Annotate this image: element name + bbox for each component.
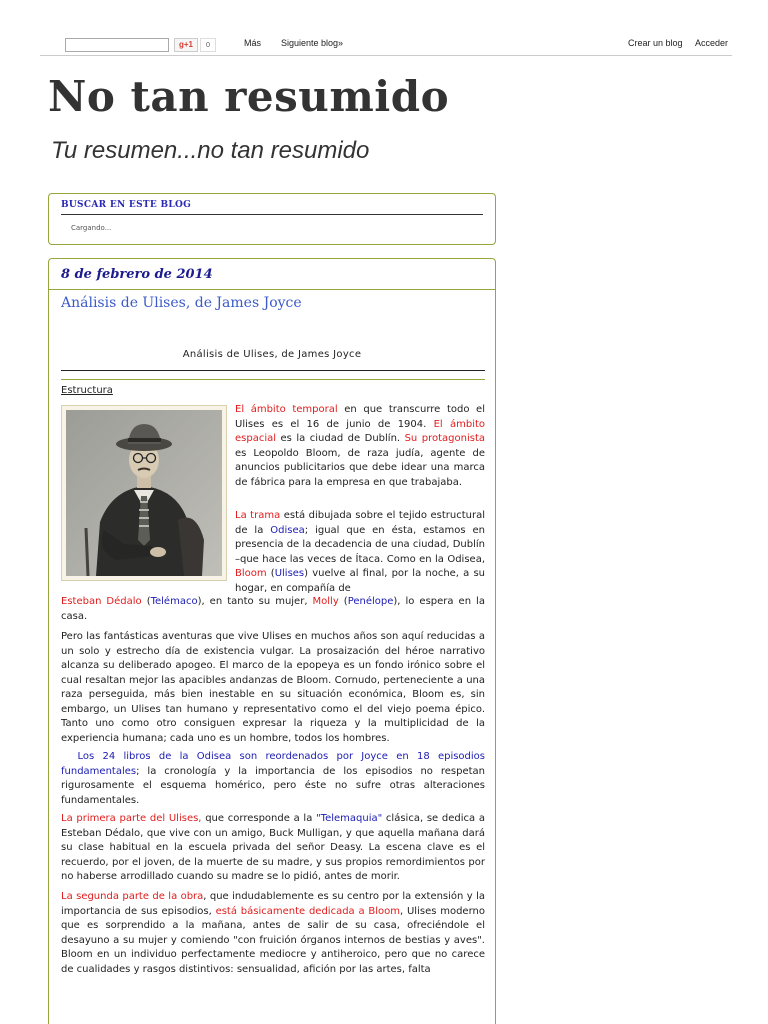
create-blog-link[interactable]: Crear un blog <box>628 38 683 48</box>
text-span: ), en tanto su mujer, <box>197 596 313 607</box>
highlight-text: Ulises <box>274 568 305 579</box>
more-link[interactable]: Más <box>244 38 262 48</box>
text-span: , Ulises moderno que es sorprendido a la mañana, antes de salir de su casa, ofreciéndole el desayuno a su mujer y comiendo "con fruición órganos internos de bestias y aves". Bloom en un individuo perfectamente mediocre y antiheroico, pero que no carece de cualidades y rasgos distintivos: sensualidad, afición por las artes, falta <box>61 905 485 975</box>
highlight-text: Los 24 libros de la Odisea son reordenados por Joyce en 18 episodios fundamentales <box>61 751 489 777</box>
divider <box>49 289 495 290</box>
text-span: en que transcurre todo el Ulises es el 16 de junio de 1904. <box>235 404 485 430</box>
divider <box>61 370 485 371</box>
section-heading: Estructura <box>61 385 113 396</box>
text-span: ) vuelve al final, por la noche, a su hogar, en compañía de <box>235 568 485 594</box>
search-widget <box>48 193 496 245</box>
highlight-text: La segunda parte de la obra <box>61 891 204 902</box>
post-title[interactable]: Análisis de Ulises, de James Joyce <box>61 295 302 311</box>
search-widget-title: BUSCAR EN ESTE BLOG <box>61 200 192 210</box>
highlight-text: El ámbito espacial <box>235 418 486 444</box>
loading-text: Cargando... <box>71 224 112 232</box>
paragraph-4 <box>61 750 489 808</box>
divider <box>61 214 483 215</box>
paragraph-6 <box>61 890 485 977</box>
highlight-text: Penélope <box>347 596 394 607</box>
text-span: ; la cronología y la importancia de los episodios no respetan rigurosamente el esquema homérico, pero éste no sufre otras alteraciones fundamentales. <box>61 765 485 806</box>
highlight-text: Bloom <box>235 568 267 579</box>
author-portrait-image <box>66 410 222 576</box>
highlight-text: La primera parte del Ulises, <box>61 813 202 824</box>
author-photo[interactable] <box>61 405 227 581</box>
text-span: ; igual que en ésta, estamos en presencia de la decadencia de una ciudad, Dublín –que hace las veces de Ítaca. Como en la Odisea, <box>235 524 486 565</box>
next-blog-link[interactable]: Siguiente blog» <box>281 38 344 48</box>
paragraph-3: Pero las fantásticas aventuras que vive Ulises en muchos años son aquí reducidas a un solo y estrecho día de existencia vulgar. La prosaización del héroe narrativo alcanza su deliberado apogeo. El marco de la epopeya es un fondo irónico sobre el cual resaltan mejor las apacibles andanzas de Bloom. Cornudo, perteneciente a una raza perseguida, más bien inestable en su situación económica, Bloom es, sin embargo, un Ulises tan humano y representativo como el del viejo poema épico. Tanto uno como otro consiguen expresar la riqueza y la multiplicidad de la experiencia humana; cada uno es un hombre, todos los hombres. <box>61 631 485 744</box>
text-span: ( <box>338 596 348 607</box>
post-date: 8 de febrero de 2014 <box>61 267 213 282</box>
paragraph-2 <box>235 509 485 596</box>
text-span: ( <box>266 568 275 579</box>
text-span: ), lo espera en la casa. <box>61 596 485 622</box>
text-span: ( <box>141 596 151 607</box>
gplus-count: 0 <box>200 38 216 52</box>
gplus-button[interactable]: g+1 <box>174 38 198 52</box>
paragraph-5 <box>61 812 485 885</box>
highlight-text: El ámbito temporal <box>235 404 338 415</box>
blog-title[interactable]: No tan resumido <box>48 72 450 121</box>
login-link[interactable]: Acceder <box>695 38 729 48</box>
navbar-search-input[interactable] <box>65 38 169 52</box>
text-span: , que indudablemente es su centro por la extensión y la importancia de sus episodios, <box>61 891 485 917</box>
highlight-text: "Telemaquia" <box>316 813 383 824</box>
blog-description: Tu resumen...no tan resumido <box>51 137 370 164</box>
paragraph-1 <box>235 403 485 490</box>
post-subtitle: Análisis de Ulises, de James Joyce <box>182 349 362 360</box>
divider <box>61 379 485 380</box>
gplus-label: +1 <box>183 40 193 49</box>
text-span: que corresponde a la <box>201 813 317 824</box>
text-span: clásica, se dedica a Esteban Dédalo, que vive con un amigo, Buck Mulligan, y que aquella mañana dará su clase habitual en la escuela privada del señor Deasy. La escena clave es el recuerdo, por el joven, de la muerte de su madre, y sus propios remordimientos por no haberse arrodillado cuando su madre se lo pidió, antes de morir. <box>61 813 486 882</box>
highlight-text: La trama <box>235 510 281 521</box>
highlight-text: Odisea <box>270 524 305 536</box>
text-span: es Leopoldo Bloom, de raza judía, agente de anuncios publicitarios que debe idear una marca de fábrica para la empresa en que trabajaba. <box>235 447 485 488</box>
highlight-text: Su protagonista <box>404 433 485 444</box>
paragraph-2-continued <box>61 595 485 624</box>
text-span: es la ciudad de Dublín. <box>276 433 405 444</box>
highlight-text: Esteban Dédalo <box>61 596 142 607</box>
highlight-text: Molly <box>312 596 339 607</box>
highlight-text: está básicamente dedicada a Bloom <box>215 905 401 917</box>
post-container <box>48 258 496 1024</box>
highlight-text: Telémaco <box>150 596 198 607</box>
blogger-navbar <box>40 34 732 56</box>
text-span: está dibujada sobre el tejido estructural de la <box>235 510 485 536</box>
